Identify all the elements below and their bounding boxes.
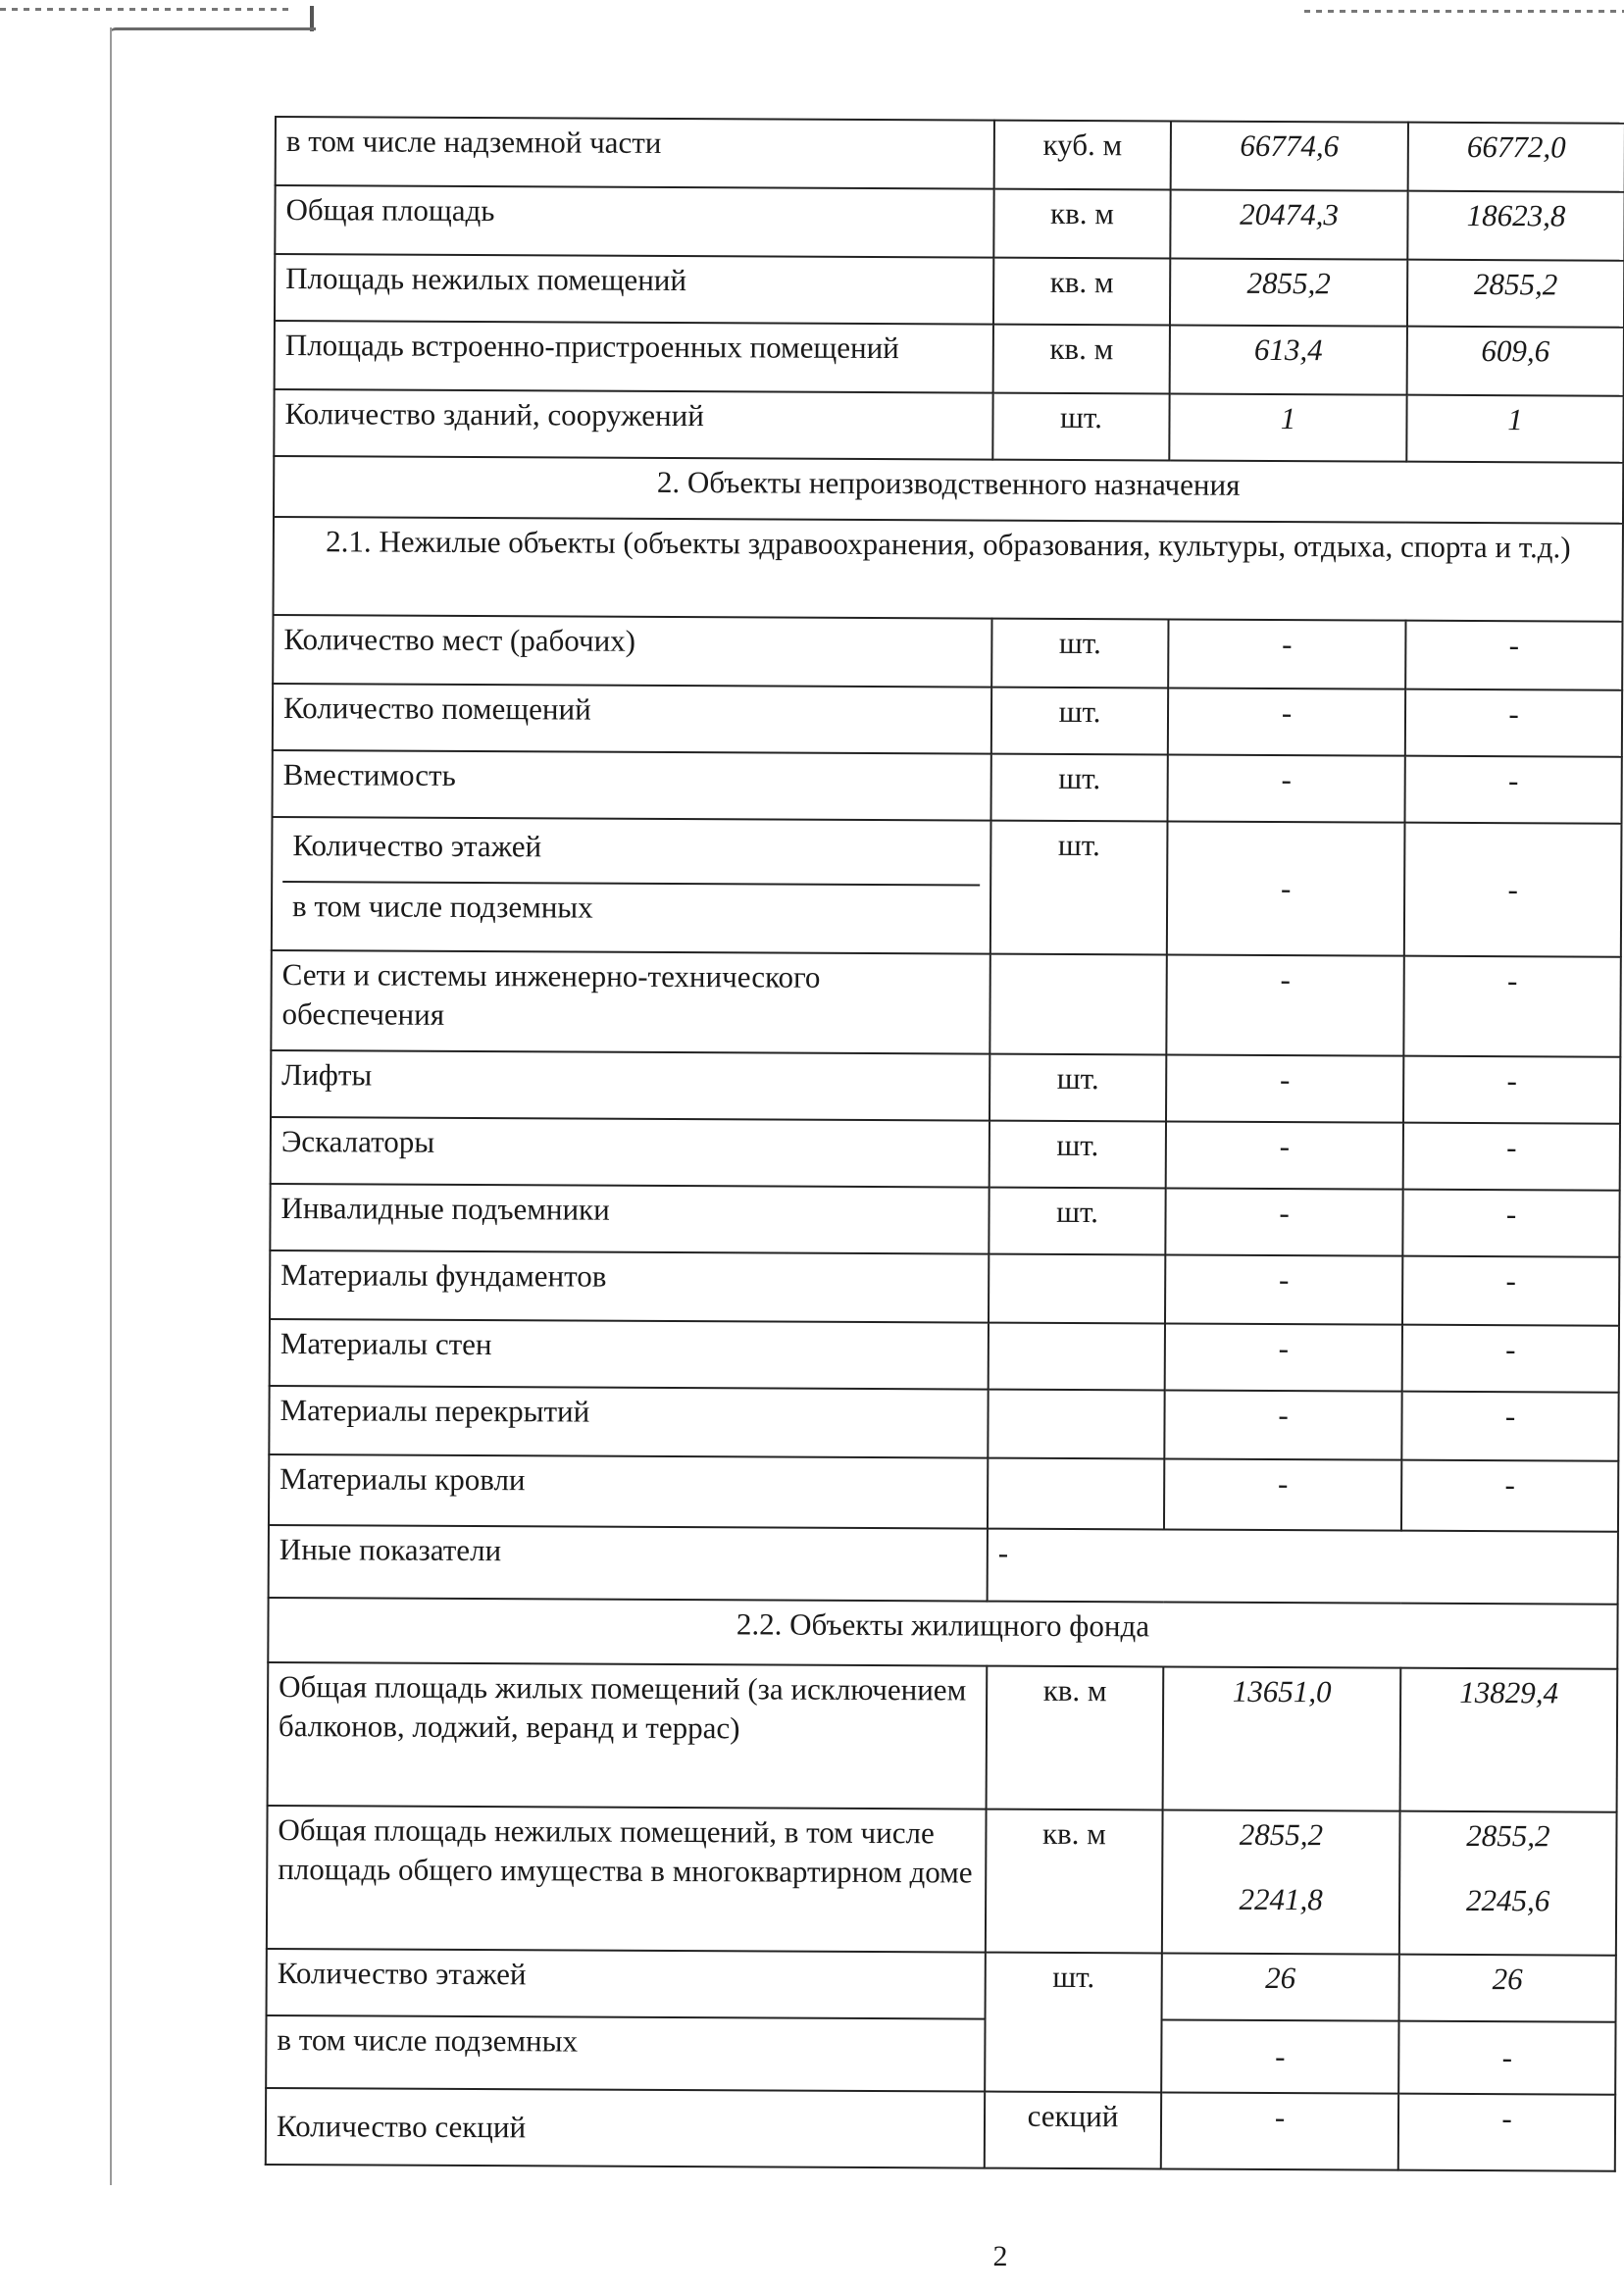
row-unit: шт. [992, 393, 1169, 461]
subsection-title: 2.1. Нежилые объекты (объекты здравоохранения, образования, культуры, отдыха, спорта и т.д.) [274, 517, 1623, 622]
planned-value: - [1166, 1054, 1403, 1122]
table-row [269, 1386, 1618, 1461]
row-sublabel: в том числе подземных [291, 889, 593, 925]
actual-value: - [1402, 1256, 1619, 1326]
table-row [267, 1949, 1616, 2022]
table-row [268, 1662, 1618, 1812]
actual-values-cell [1399, 1811, 1617, 1956]
table-row [271, 950, 1620, 1057]
planned-value: - [1167, 821, 1405, 955]
planned-value: - [1168, 688, 1405, 755]
planned-value: 20474,3 [1170, 189, 1407, 259]
row-unit: кв. м [993, 325, 1170, 394]
table-row [273, 750, 1622, 824]
planned-value: - [1165, 1254, 1402, 1324]
actual-value: 2855,2 [1407, 260, 1624, 328]
planned-value: 13651,0 [1163, 1666, 1401, 1810]
table-row [270, 1319, 1619, 1393]
row-label: Иные показатели [269, 1525, 988, 1602]
actual-value: - [1402, 1325, 1619, 1393]
row-unit [988, 1458, 1164, 1530]
table-row [271, 1117, 1620, 1191]
row-label: в том числе надземной части [276, 117, 994, 189]
row-label: Количество секций [266, 2088, 985, 2168]
table-row [273, 684, 1622, 757]
row-label: Количество этажей [267, 1949, 986, 2019]
actual-value: - [1403, 1123, 1620, 1191]
section-heading-row [268, 1598, 1617, 1669]
table-row [274, 389, 1623, 463]
actual-value: 1 [1406, 395, 1623, 463]
table-row [269, 1454, 1618, 1532]
row-label: Материалы перекрытий [269, 1386, 988, 1458]
actual-value: - [1403, 1056, 1620, 1124]
row-label: Инвалидные подъемники [270, 1184, 989, 1254]
table-row [266, 2015, 1615, 2095]
actual-common-property-value: 2245,6 [1465, 1883, 1550, 1918]
row-sublabel: в том числе подземных [266, 2015, 985, 2092]
row-label: Общая площадь [275, 185, 993, 258]
actual-value: - [1402, 1190, 1619, 1257]
actual-value: - [1398, 2094, 1615, 2171]
row-unit: шт. [985, 1953, 1162, 2093]
actual-value: - [1401, 1460, 1618, 1532]
actual-value: - [1404, 756, 1621, 824]
actual-value: - [1401, 1392, 1618, 1461]
table-row [266, 2088, 1615, 2171]
row-unit: шт. [990, 754, 1167, 822]
table-row [270, 1184, 1619, 1257]
floors-label-cell [272, 817, 991, 954]
row-unit: шт. [991, 688, 1168, 755]
scan-edge-mark [110, 27, 316, 54]
actual-value: - [1404, 823, 1622, 957]
planned-value: 2855,2 [1239, 1816, 1324, 1853]
table-row [271, 1050, 1620, 1124]
planned-value: - [1161, 2019, 1398, 2093]
row-label: Площадь нежилых помещений [275, 254, 993, 325]
row-unit: кв. м [993, 189, 1170, 259]
scan-edge-mark [110, 27, 118, 2185]
row-label: Материалы стен [270, 1319, 989, 1390]
table-row [275, 185, 1624, 261]
planned-value: 613,4 [1170, 325, 1407, 394]
actual-value: 2855,2 [1466, 1817, 1550, 1854]
table-row [267, 1806, 1617, 1956]
row-unit: шт. [990, 1121, 1166, 1189]
planned-value: - [1166, 954, 1403, 1055]
planned-value: - [1165, 1323, 1402, 1391]
row-label: Количество мест (рабочих) [273, 615, 991, 688]
row-unit: секций [985, 2092, 1161, 2169]
row-label: Количество зданий, сооружений [274, 389, 992, 460]
section-title: 2. Объекты непроизводственного назначения [274, 456, 1623, 524]
actual-value: - [1398, 2021, 1615, 2095]
row-label: Сети и системы инженерно-технического обеспечения [271, 950, 990, 1054]
planned-value: - [1166, 1121, 1403, 1189]
table-row [270, 1250, 1619, 1326]
row-label: Материалы кровли [269, 1454, 988, 1529]
row-label: Материалы фундаментов [270, 1250, 989, 1323]
row-unit: кв. м [993, 258, 1170, 326]
row-label: Эскалаторы [271, 1117, 990, 1188]
actual-value: 609,6 [1407, 327, 1624, 396]
row-unit: шт. [989, 1188, 1165, 1255]
row-label: Общая площадь жилых помещений (за исключением балконов, лоджий, веранд и террас) [268, 1662, 988, 1810]
row-unit: кв. м [986, 1810, 1163, 1954]
actual-value: 18623,8 [1407, 191, 1624, 261]
scan-edge-mark [1304, 10, 1624, 13]
planned-value: - [1161, 2092, 1398, 2169]
subsection-title: 2.2. Объекты жилищного фонда [268, 1598, 1617, 1669]
row-label: Площадь встроенно-пристроенных помещений [275, 321, 993, 393]
row-unit: шт. [991, 619, 1168, 688]
indicators-table [265, 116, 1624, 2172]
table-row [273, 615, 1622, 690]
row-label: Количество этажей [282, 822, 980, 886]
row-label: Лифты [271, 1050, 990, 1121]
planned-value: - [1164, 1390, 1401, 1459]
row-unit: кв. м [987, 1666, 1164, 1810]
planned-values-cell [1162, 1810, 1400, 1954]
scan-edge-mark [0, 8, 294, 11]
actual-value: 26 [1399, 1955, 1616, 2022]
table-row [269, 1525, 1618, 1605]
planned-value: - [1164, 1458, 1401, 1530]
planned-value: 26 [1162, 1953, 1399, 2020]
page-number: 2 [992, 2240, 1008, 2272]
planned-value: - [1168, 619, 1405, 688]
section-heading-row [274, 517, 1623, 622]
planned-common-property-value: 2241,8 [1239, 1882, 1323, 1917]
planned-value: - [1167, 754, 1404, 822]
row-unit: шт. [990, 1054, 1166, 1122]
table-row [272, 817, 1622, 957]
planned-value: 1 [1169, 393, 1406, 461]
table-row [275, 254, 1624, 328]
actual-value: - [1405, 621, 1622, 690]
planned-value: 2855,2 [1170, 258, 1407, 326]
row-unit [989, 1254, 1165, 1324]
row-unit [988, 1390, 1164, 1459]
planned-value: 66774,6 [1171, 121, 1408, 190]
actual-value: - [1403, 956, 1620, 1057]
row-label: Количество помещений [273, 684, 991, 754]
planned-value: - [1165, 1188, 1402, 1255]
row-label: Вместимость [273, 750, 991, 821]
actual-value: - [1405, 689, 1622, 757]
table-row [276, 117, 1624, 192]
actual-value: 13829,4 [1400, 1668, 1618, 1812]
row-unit: куб. м [994, 121, 1171, 190]
row-unit: шт. [990, 821, 1168, 955]
actual-value: 66772,0 [1408, 123, 1624, 192]
row-unit [990, 954, 1166, 1055]
row-unit [989, 1323, 1165, 1391]
row-label: Общая площадь нежилых помещений, в том числе площадь общего имущества в многоквартирном доме [267, 1806, 987, 1953]
other-indicators-value: - [988, 1529, 1618, 1605]
section-heading-row [274, 456, 1623, 524]
table-row [275, 321, 1624, 396]
